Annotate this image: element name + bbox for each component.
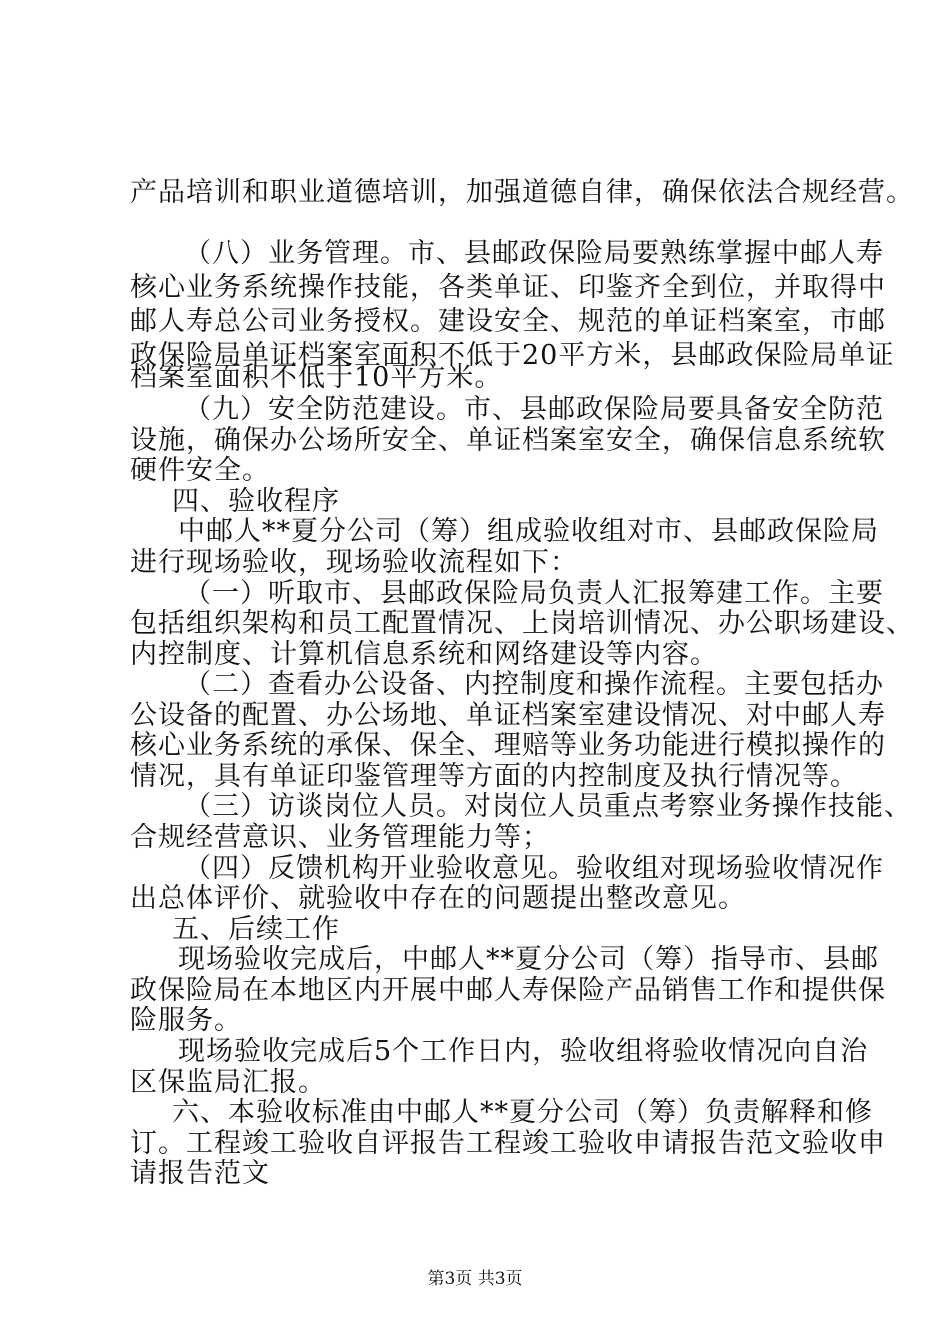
paragraph-line: 中邮人**夏分公司（筹）组成验收组对市、县邮政保险局	[178, 516, 879, 547]
paragraph-line: 硬件安全。	[130, 455, 270, 486]
paragraph-line: 订。工程竣工验收自评报告工程竣工验收申请报告范文验收申	[130, 1128, 886, 1159]
paragraph-line: 设施，确保办公场所安全、单证档案室安全，确保信息系统软	[130, 425, 886, 456]
paragraph-line: 核心业务系统操作技能，各类单证、印鉴齐全到位，并取得中	[130, 272, 886, 303]
paragraph-line: 包括组织架构和员工配置情况、上岗培训情况、办公职场建设、	[130, 608, 914, 639]
section-heading: 五、后续工作	[172, 914, 340, 945]
paragraph-line: （四）反馈机构开业验收意见。验收组对现场验收情况作	[184, 853, 884, 884]
paragraph-line: 合规经营意识、业务管理能力等；	[130, 822, 550, 853]
paragraph-line: （八）业务管理。市、县邮政保险局要熟练掌握中邮人寿	[184, 238, 884, 269]
paragraph-line: 出总体评价、就验收中存在的问题提出整改意见。	[130, 883, 746, 914]
paragraph-line: 邮人寿总公司业务授权。建设安全、规范的单证档案室，市邮	[130, 306, 886, 337]
paragraph-line: 档案室面积不低于10平方米。	[130, 362, 503, 393]
paragraph-line: 进行现场验收，现场验收流程如下：	[130, 547, 578, 578]
paragraph-line: 内控制度、计算机信息系统和网络建设等内容。	[130, 639, 718, 670]
paragraph-line: （二）查看办公设备、内控制度和操作流程。主要包括办	[184, 669, 884, 700]
paragraph-line: 产品培训和职业道德培训，加强道德自律，确保依法合规经营。	[130, 177, 914, 208]
paragraph-line: （一）听取市、县邮政保险局负责人汇报筹建工作。主要	[184, 578, 884, 609]
paragraph-line: 险服务。	[130, 1005, 242, 1036]
paragraph-line: 现场验收完成后，中邮人**夏分公司（筹）指导市、县邮	[178, 944, 879, 975]
paragraph-line: 区保监局汇报。	[130, 1067, 326, 1098]
paragraph-line: 公设备的配置、办公场地、单证档案室建设情况、对中邮人寿	[130, 700, 886, 731]
page-number-footer: 第3页 共3页	[427, 1269, 523, 1289]
paragraph-line: 政保险局在本地区内开展中邮人寿保险产品销售工作和提供保	[130, 975, 886, 1006]
paragraph-line: 核心业务系统的承保、保全、理赔等业务功能进行模拟操作的	[130, 730, 886, 761]
paragraph-line: 现场验收完成后5个工作日内，验收组将验收情况向自治	[178, 1036, 869, 1067]
paragraph-line: 政保险局单证档案室面积不低于20平方米，县邮政保险局单证	[130, 340, 895, 371]
section-heading: 六、本验收标准由中邮人**夏分公司（筹）负责解释和修	[172, 1097, 873, 1128]
paragraph-line: 请报告范文	[130, 1158, 270, 1189]
section-heading: 四、验收程序	[172, 486, 340, 517]
paragraph-line: （九）安全防范建设。市、县邮政保险局要具备安全防范	[184, 394, 884, 425]
paragraph-line: 情况，具有单证印鉴管理等方面的内控制度及执行情况等。	[130, 761, 858, 792]
paragraph-line: （三）访谈岗位人员。对岗位人员重点考察业务操作技能、	[184, 791, 912, 822]
